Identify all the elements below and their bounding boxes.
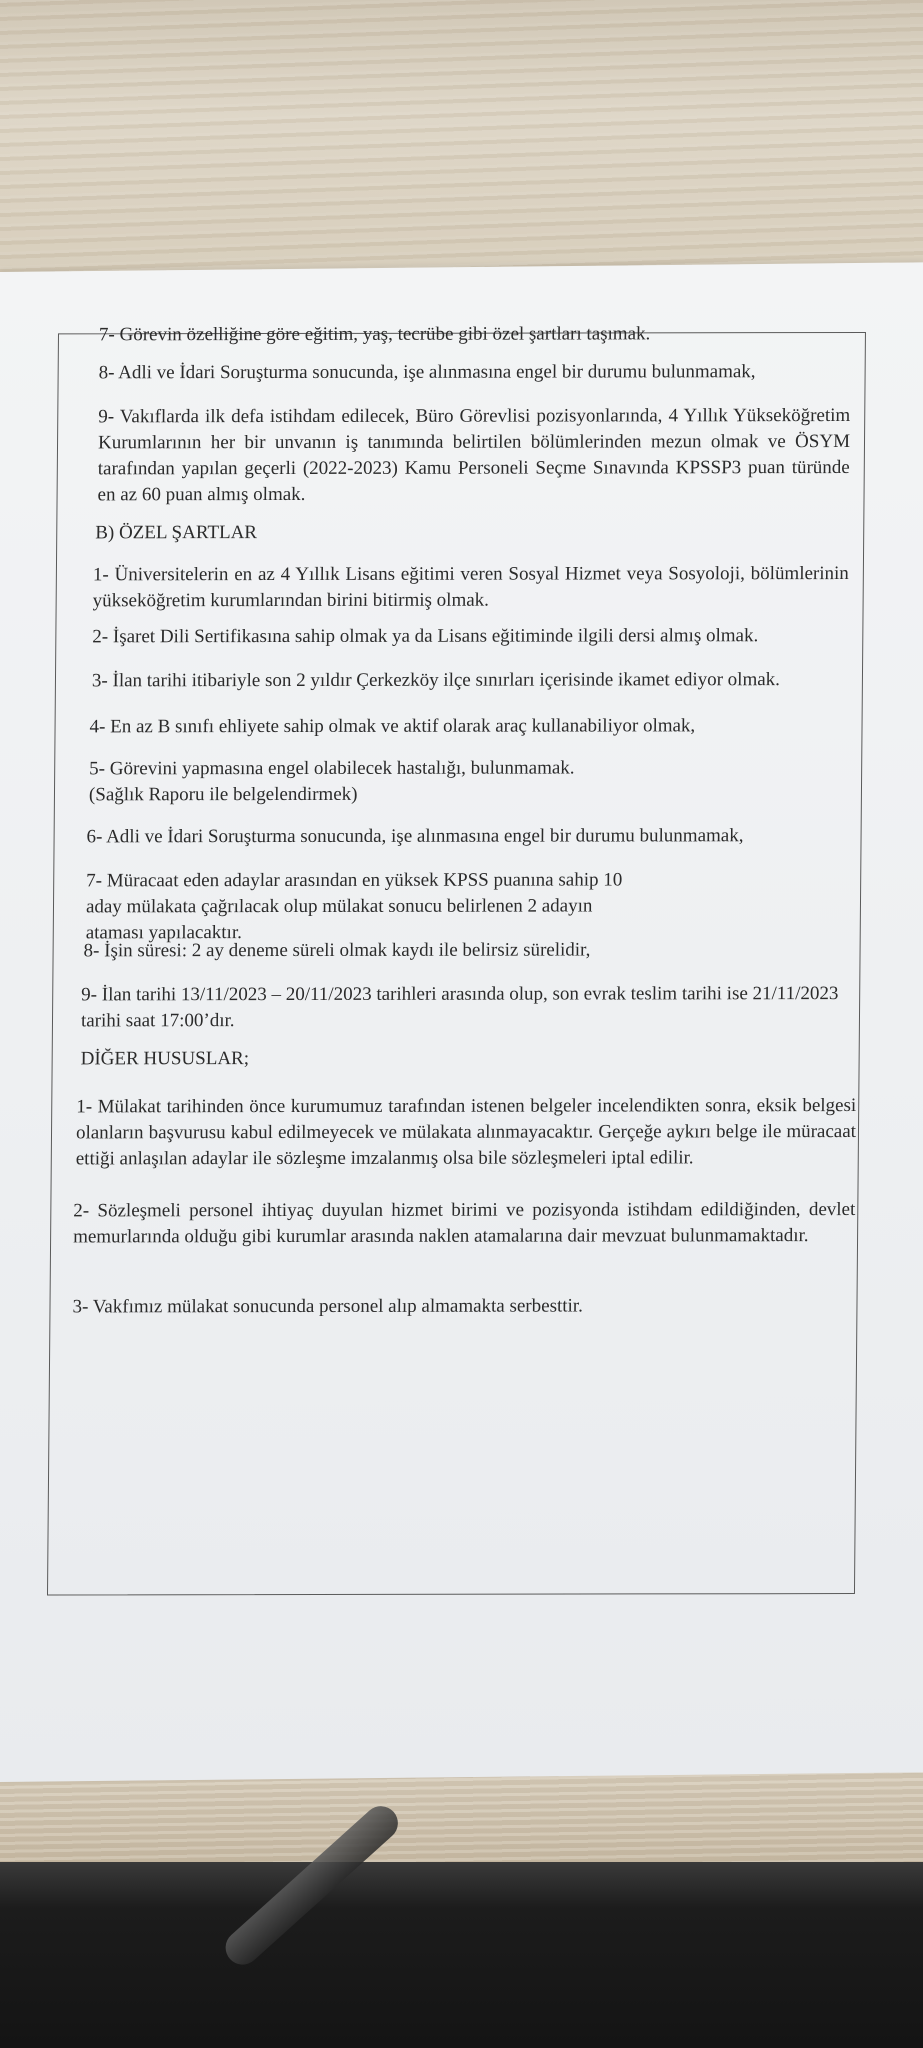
- special-item-7: 7- Müracaat eden adaylar arasından en yüksek KPSS puanına sahip 10 aday mülakata çağrılacak olup mülakat sonucu belirlenen 2 adayın ataması yapılacaktır.: [85, 869, 623, 944]
- other-item-3: 3- Vakfımız mülakat sonucunda personel alıp almamakta serbesttir.: [72, 1295, 583, 1318]
- general-item-7: 7- Görevin özelliğine göre eğitim, yaş, tecrübe gibi özel şartları taşımak.: [98, 323, 651, 346]
- special-item-5: 5- Görevini yapmasına engel olabilecek hastalığı, bulunmamak. (Sağlık Raporu ile belgelendirmek): [88, 757, 575, 806]
- general-item-9: 9- Vakıflarda ilk defa istihdam edilecek, Büro Görevlisi pozisyonlarında, 4 Yıllık Yükseköğretim Kurumlarının her bir unvanın iş tanımında belirtilen bölümlerinden mezun olmak ve ÖSYM tarafından yapılan geçerli (2022-2023) Kamu Personeli Seçme Sınavında KPSSP3 puan türünde en az 60 puan almış olmak.: [97, 405, 851, 506]
- desk-background-top: [0, 0, 923, 290]
- dark-foreground: [0, 1862, 923, 2048]
- special-item-8: 8- İşin süresi: 2 ay deneme süreli olmak kaydı ile belirsiz sürelidir,: [83, 939, 591, 962]
- special-item-9: 9- İlan tarihi 13/11/2023 – 20/11/2023 tarihleri arasında olup, son evrak teslim tarihi ise 21/11/2023 tarihi saat 17:00’dır.: [80, 983, 839, 1032]
- document-frame: [47, 323, 866, 1595]
- special-item-1: 1- Üniversitelerin en az 4 Yıllık Lisans eğitimi veren Sosyal Hizmet veya Sosyoloji, bölümlerinin yükseköğretim kurumlarından birini bitirmiş olmak.: [92, 563, 849, 612]
- other-item-1: 1- Mülakat tarihinden önce kurumumuz tarafından istenen belgeler incelendikten sonra, eksik belgesi olanların başvurusu kabul edilmeyecek ve mülakata alınmayacaktır. Gerçeğe aykırı belge ile müracaat ettiği anlaşılan adaylar ile sözleşme imzalanmış olsa bile sözleşmeleri iptal edilir.: [75, 1095, 857, 1170]
- other-item-2: 2- Sözleşmeli personel ihtiyaç duyulan hizmet birimi ve pozisyonda istihdam edildiğinden, devlet memurlarında olduğu gibi kurumlar arasında naklen atamalarına dair mevzuat bulunmamaktadır.: [73, 1199, 856, 1248]
- special-heading: B) ÖZEL ŞARTLAR: [95, 522, 258, 544]
- document-page: [0, 262, 923, 1782]
- special-item-2: 2- İşaret Dili Sertifikasına sahip olmak ya da Lisans eğitiminde ilgili dersi almış olmak.: [92, 625, 759, 648]
- general-item-8: 8- Adli ve İdari Soruşturma sonucunda, işe alınmasına engel bir durumu bulunmamak,: [98, 361, 756, 384]
- special-item-4: 4- En az B sınıfı ehliyete sahip olmak ve aktif olarak araç kullanabiliyor olmak,: [89, 715, 696, 738]
- special-item-3: 3- İlan tarihi itibariyle son 2 yıldır Çerkezköy ilçe sınırları içerisinde ikamet ediyor olmak.: [91, 669, 781, 692]
- desk-background-bottom: [0, 1770, 923, 1870]
- other-heading: DİĞER HUSUSLAR;: [80, 1048, 250, 1070]
- special-item-6: 6- Adli ve İdari Soruşturma sonucunda, işe alınmasına engel bir durumu bulunmamak,: [86, 825, 744, 848]
